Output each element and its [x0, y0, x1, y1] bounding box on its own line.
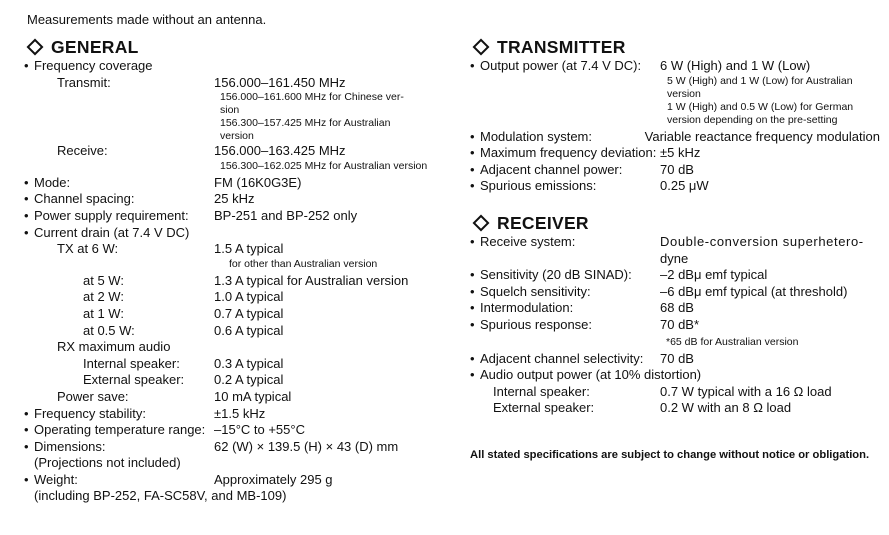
spec-label: • Audio output power (at 10% distortion) [470, 367, 701, 384]
spec-label: at 2 W: [83, 289, 124, 305]
spec-row [24, 406, 449, 423]
spec-value: Variable reactance frequency modulation [644, 128, 880, 144]
spec-row [24, 422, 449, 439]
spec-note [470, 101, 880, 114]
spec-label: RX maximum audio [57, 339, 171, 355]
spec-label: External speaker: [493, 400, 595, 416]
spec-note [470, 336, 880, 349]
spec-note [24, 258, 449, 271]
spec-label: • Modulation system: [470, 129, 645, 146]
spec-row [470, 145, 880, 162]
footer-disclaimer: All stated specifications are subject to change without notice or obligation. [470, 449, 870, 461]
spec-value: 70 dB [660, 161, 694, 177]
transmitter-section [470, 36, 880, 417]
spec-row [470, 317, 880, 334]
spec-value: 62 (W) × 139.5 (H) × 43 (D) mm [214, 438, 399, 454]
spec-row [470, 367, 880, 384]
spec-row [24, 75, 449, 92]
spec-value: 68 dB [660, 300, 694, 316]
spec-value: 0.7 W typical with a 16 Ω load [660, 383, 832, 399]
spec-row [24, 439, 449, 456]
spec-label: Power save: [57, 388, 129, 404]
spec-value: 70 dB* [660, 316, 700, 332]
spec-label: • Power supply requirement: [24, 208, 214, 225]
spec-label: • Current drain (at 7.4 V DC) [24, 225, 189, 242]
spec-label: • Adjacent channel selectivity: [470, 351, 660, 368]
spec-label: • Spurious response: [470, 317, 660, 334]
spec-value: 0.25 μW [660, 178, 709, 194]
spec-label: • Maximum frequency deviation: [470, 145, 660, 162]
spec-label: (including BP-252, FA-SC58V, and MB-109) [34, 488, 287, 504]
spec-value: 156.000–161.450 MHz [214, 74, 346, 90]
spec-value: 25 kHz [214, 191, 255, 207]
spec-note-text: 156.000–161.600 MHz for Chinese ver- [220, 91, 404, 104]
spec-row [24, 356, 449, 373]
spec-row [470, 300, 880, 317]
spec-note [470, 114, 880, 127]
spec-value: 6 W (High) and 1 W (Low) [660, 58, 811, 73]
spec-row [470, 129, 880, 146]
general-heading-text: GENERAL [51, 37, 139, 57]
spec-row [470, 267, 880, 284]
spec-row [24, 289, 449, 306]
spec-note-text: 5 W (High) and 1 W (Low) for Australian [667, 74, 853, 87]
spec-row [24, 58, 449, 75]
transmitter-heading [470, 36, 880, 58]
spec-note [24, 91, 449, 104]
spec-note [24, 130, 449, 143]
spec-row [24, 241, 449, 258]
spec-row [470, 400, 880, 417]
spec-label: Internal speaker: [493, 383, 590, 399]
spec-value: 1.3 A typical for Australian version [214, 272, 409, 288]
spec-row [24, 208, 449, 225]
spec-value: 70 dB [660, 350, 694, 366]
spec-note-text: for other than Australian version [229, 257, 378, 270]
spec-value: 0.2 W with an 8 Ω load [660, 400, 792, 416]
transmitter-heading-text: TRANSMITTER [497, 37, 626, 57]
spec-note-text: 156.300–157.425 MHz for Australian [220, 117, 391, 130]
spec-label: • Adjacent channel power: [470, 162, 660, 179]
spec-row [470, 58, 880, 75]
spec-row [24, 273, 449, 290]
spec-value: ±1.5 kHz [214, 405, 266, 421]
spec-value: Double-conversion superhetero- [660, 233, 864, 249]
spec-row [24, 372, 449, 389]
spec-row [24, 323, 449, 340]
spec-row [470, 251, 880, 268]
spec-note-text: version [667, 87, 701, 100]
spec-note-text: version [220, 130, 254, 143]
spec-label: • Output power (at 7.4 V DC): [470, 58, 660, 75]
spec-value: FM (16K0G3E) [214, 174, 302, 190]
spec-value: 156.000–163.425 MHz [214, 143, 346, 159]
spec-value: 0.7 A typical [214, 305, 284, 321]
spec-label: • Frequency stability: [24, 406, 214, 423]
spec-row [24, 306, 449, 323]
spec-value: 0.3 A typical [214, 355, 284, 371]
spec-label: at 0.5 W: [83, 322, 135, 338]
spec-row [470, 351, 880, 368]
spec-value: ±5 kHz [660, 145, 701, 161]
spec-label: • Channel spacing: [24, 191, 214, 208]
spec-row [470, 234, 880, 251]
spec-label: • Mode: [24, 175, 214, 192]
diamond-icon [473, 214, 490, 231]
spec-label: TX at 6 W: [57, 241, 119, 257]
spec-row [24, 472, 449, 489]
spec-label: • Dimensions: [24, 439, 214, 456]
spec-row [24, 339, 449, 356]
spec-label: • Spurious emissions: [470, 178, 660, 195]
spec-row [24, 175, 449, 192]
spec-label: (Projections not included) [34, 455, 181, 471]
spec-row [24, 455, 449, 472]
spec-row [24, 225, 449, 242]
spec-value: 10 mA typical [214, 388, 292, 404]
spec-label: at 1 W: [83, 305, 124, 321]
spec-label: • Squelch sensitivity: [470, 284, 660, 301]
spec-value: 1.0 A typical [214, 289, 284, 305]
spec-row [24, 389, 449, 406]
spec-label: • Frequency coverage [24, 58, 153, 75]
spec-note [24, 117, 449, 130]
general-section [24, 36, 449, 505]
intro-text: Measurements made without an antenna. [27, 12, 267, 27]
spec-row [24, 191, 449, 208]
spec-label: • Weight: [24, 472, 214, 489]
spec-note-text: 1 W (High) and 0.5 W (Low) for German [667, 100, 854, 113]
receiver-heading [470, 212, 880, 234]
spec-value: dyne [660, 250, 689, 266]
general-heading [24, 36, 449, 58]
spec-note [470, 75, 880, 88]
spec-note-text: sion [220, 104, 240, 117]
spec-row [470, 178, 880, 195]
spec-note-text: *65 dB for Australian version [666, 335, 799, 348]
spec-note [470, 88, 880, 101]
spec-row [24, 488, 449, 505]
spec-label: • Sensitivity (20 dB SINAD): [470, 267, 660, 284]
spec-note [24, 104, 449, 117]
spec-value: 0.2 A typical [214, 372, 284, 388]
spec-value: BP-251 and BP-252 only [214, 207, 358, 223]
spec-label: Transmit: [57, 74, 111, 90]
spec-value: –15°C to +55°C [214, 422, 305, 438]
spec-row [470, 162, 880, 179]
spec-label: External speaker: [83, 372, 185, 388]
spec-row [470, 384, 880, 401]
spec-label: • Operating temperature range: [24, 422, 214, 439]
spec-label: Receive: [57, 143, 108, 159]
receiver-heading-text: RECEIVER [497, 212, 589, 233]
spec-label: Internal speaker: [83, 355, 180, 371]
diamond-icon [27, 39, 44, 56]
spec-note-text: version depending on the pre-setting [667, 113, 838, 126]
spec-note [24, 160, 449, 173]
spec-note-text: 156.300–162.025 MHz for Australian version [220, 159, 428, 172]
spec-label: • Intermodulation: [470, 300, 660, 317]
spec-value: –2 dBμ emf typical [660, 267, 768, 283]
spec-label: at 5 W: [83, 272, 124, 288]
diamond-icon [473, 39, 490, 56]
spec-label: • Receive system: [470, 234, 660, 251]
spec-value: –6 dBμ emf typical (at threshold) [660, 283, 848, 299]
spec-value: Approximately 295 g [214, 471, 333, 487]
spec-value: 1.5 A typical [214, 241, 284, 257]
spec-value: 0.6 A typical [214, 322, 284, 338]
spec-row [24, 143, 449, 160]
spec-row [470, 284, 880, 301]
